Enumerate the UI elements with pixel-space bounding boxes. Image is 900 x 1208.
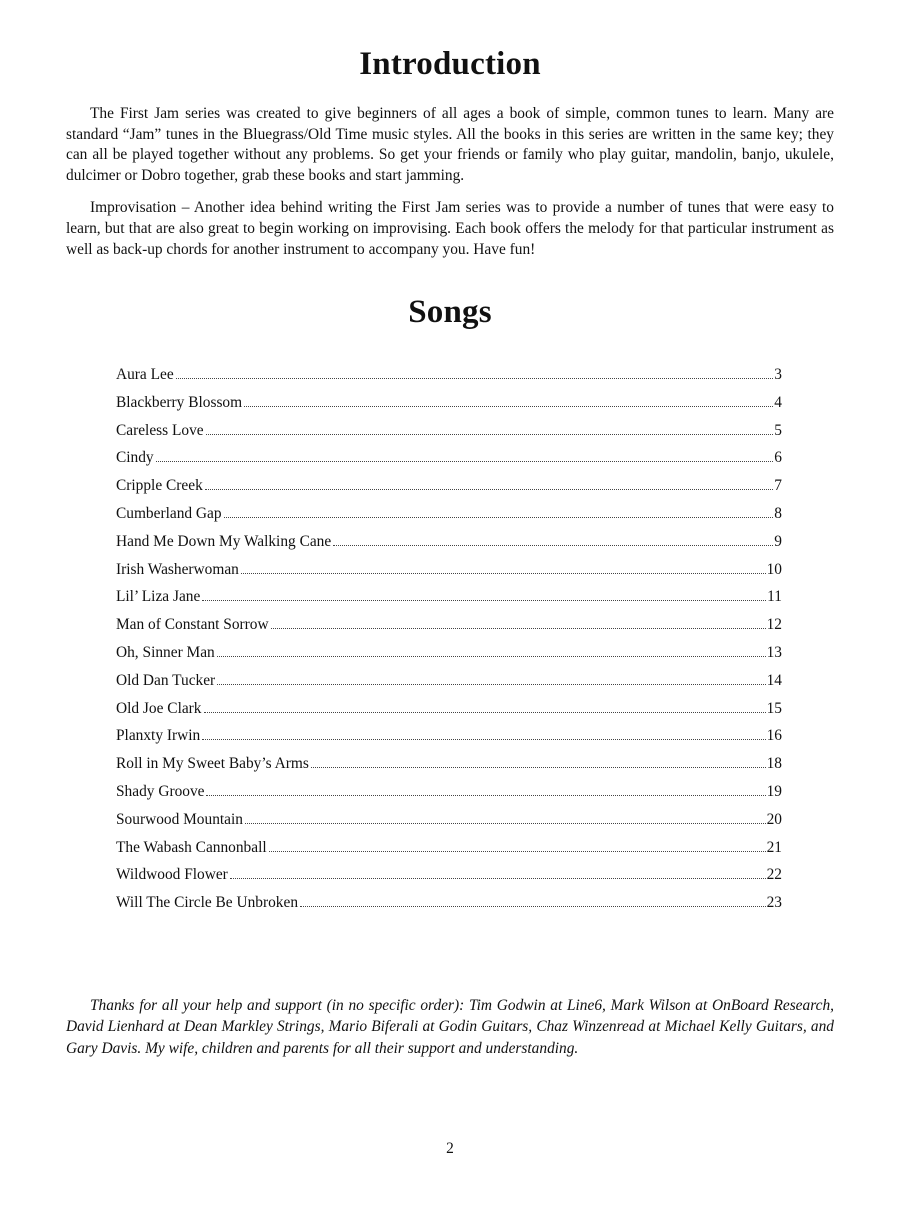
toc-dot-leader	[269, 851, 766, 852]
toc-page-number: 12	[766, 616, 782, 634]
toc-song-title: Wildwood Flower	[116, 866, 228, 884]
toc-dot-leader	[202, 739, 765, 740]
toc-dot-leader	[300, 906, 766, 907]
introduction-heading: Introduction	[359, 46, 541, 82]
toc-dot-leader	[217, 656, 766, 657]
toc-entry[interactable]	[116, 420, 782, 448]
toc-entry[interactable]	[116, 447, 782, 475]
toc-page-number: 22	[766, 866, 782, 884]
toc-entry[interactable]	[116, 392, 782, 420]
toc-song-title: Sourwood Mountain	[116, 810, 243, 828]
toc-dot-leader	[271, 628, 766, 629]
toc-dot-leader	[333, 545, 773, 546]
toc-page-number: 11	[767, 588, 782, 606]
toc-page-number: 8	[774, 504, 782, 522]
toc-dot-leader	[217, 684, 765, 685]
toc-page-number: 19	[766, 782, 782, 800]
toc-page-number: 14	[766, 671, 782, 689]
toc-entry[interactable]	[116, 809, 782, 837]
toc-dot-leader	[244, 406, 773, 407]
page-number: 2	[446, 1140, 454, 1157]
toc-song-title: Cripple Creek	[116, 477, 203, 495]
toc-song-title: Irish Washerwoman	[116, 560, 239, 578]
toc-song-title: Old Joe Clark	[116, 699, 202, 717]
toc-page-number: 5	[774, 421, 782, 439]
toc-page-number: 7	[774, 477, 782, 495]
toc-entry[interactable]	[116, 642, 782, 670]
toc-page-number: 20	[766, 810, 782, 828]
toc-dot-leader	[204, 712, 766, 713]
songs-table-of-contents	[116, 364, 782, 920]
toc-entry[interactable]	[116, 503, 782, 531]
toc-song-title: Lil’ Liza Jane	[116, 588, 201, 606]
toc-song-title: Man of Constant Sorrow	[116, 616, 269, 634]
toc-entry[interactable]	[116, 698, 782, 726]
toc-dot-leader	[245, 823, 766, 824]
toc-song-title: Oh, Sinner Man	[116, 643, 215, 661]
toc-entry[interactable]	[116, 864, 782, 892]
toc-song-title: Old Dan Tucker	[116, 671, 216, 689]
toc-song-title: Roll in My Sweet Baby’s Arms	[116, 755, 309, 773]
toc-entry[interactable]	[116, 725, 782, 753]
toc-dot-leader	[176, 378, 774, 379]
acknowledgements: Thanks for all your help and support (in no specific order): Tim Godwin at Line6, Mark Wilson at OnBoard Research, David Lienhard at Dean Markley Strings, Mario Biferali at Godin Guitars, Chaz Winzenread at Michael Kelly Guitars, and Gary Davis. My wife, children and parents for all their support and understanding.	[66, 997, 834, 1057]
toc-entry[interactable]	[116, 892, 782, 920]
toc-dot-leader	[202, 600, 766, 601]
toc-page-number: 10	[766, 560, 782, 578]
toc-entry[interactable]	[116, 559, 782, 587]
toc-entry[interactable]	[116, 531, 782, 559]
toc-page-number: 13	[766, 643, 782, 661]
toc-song-title: Hand Me Down My Walking Cane	[116, 532, 332, 550]
toc-page-number: 15	[766, 699, 782, 717]
toc-song-title: Shady Groove	[116, 782, 205, 800]
toc-song-title: Planxty Irwin	[116, 727, 201, 745]
toc-dot-leader	[230, 878, 766, 879]
toc-dot-leader	[311, 767, 766, 768]
toc-song-title: Aura Lee	[116, 366, 174, 383]
toc-dot-leader	[241, 573, 766, 574]
toc-song-title: Careless Love	[116, 421, 204, 439]
toc-dot-leader	[206, 795, 765, 796]
toc-entry[interactable]	[116, 614, 782, 642]
toc-page-number: 6	[774, 449, 782, 467]
toc-song-title: The Wabash Cannonball	[116, 838, 267, 856]
introduction-body	[66, 104, 834, 272]
intro-paragraph-2: Improvisation – Another idea behind writing the First Jam series was to provide a number of tunes that were easy to learn, but that are also great to begin working on improvising. Each book offers the melody for that particular instrument as well as back-up chords for another instrument to accompany you. Have fun!	[66, 199, 834, 258]
toc-dot-leader	[205, 489, 774, 490]
toc-song-title: Blackberry Blossom	[116, 393, 243, 411]
toc-entry[interactable]	[116, 364, 782, 392]
toc-entry[interactable]	[116, 753, 782, 781]
toc-page-number: 18	[766, 755, 782, 773]
toc-song-title: Will The Circle Be Unbroken	[116, 894, 299, 912]
intro-paragraph-1: The First Jam series was created to give beginners of all ages a book of simple, common tunes to learn. Many are standard “Jam” tunes in the Bluegrass/Old Time music styles. All the books in this series are written in the same key; they can all be played together without any problems. So get your friends or family who play guitar, mandolin, banjo, ukulele, dulcimer or Dobro together, grab these books and start jamming.	[66, 105, 834, 184]
toc-dot-leader	[206, 434, 774, 435]
toc-song-title: Cindy	[116, 449, 154, 467]
toc-dot-leader	[224, 517, 774, 518]
toc-page-number: 4	[774, 393, 782, 411]
toc-page-number: 16	[766, 727, 782, 745]
toc-page-number: 3	[774, 366, 782, 383]
songs-heading: Songs	[408, 294, 492, 330]
toc-page-number: 23	[766, 894, 782, 912]
toc-page-number: 21	[766, 838, 782, 856]
toc-entry[interactable]	[116, 670, 782, 698]
toc-entry[interactable]	[116, 837, 782, 865]
toc-song-title: Cumberland Gap	[116, 504, 222, 522]
toc-entry[interactable]	[116, 475, 782, 503]
toc-dot-leader	[156, 461, 774, 462]
toc-entry[interactable]	[116, 586, 782, 614]
toc-entry[interactable]	[116, 781, 782, 809]
toc-page-number: 9	[774, 532, 782, 550]
